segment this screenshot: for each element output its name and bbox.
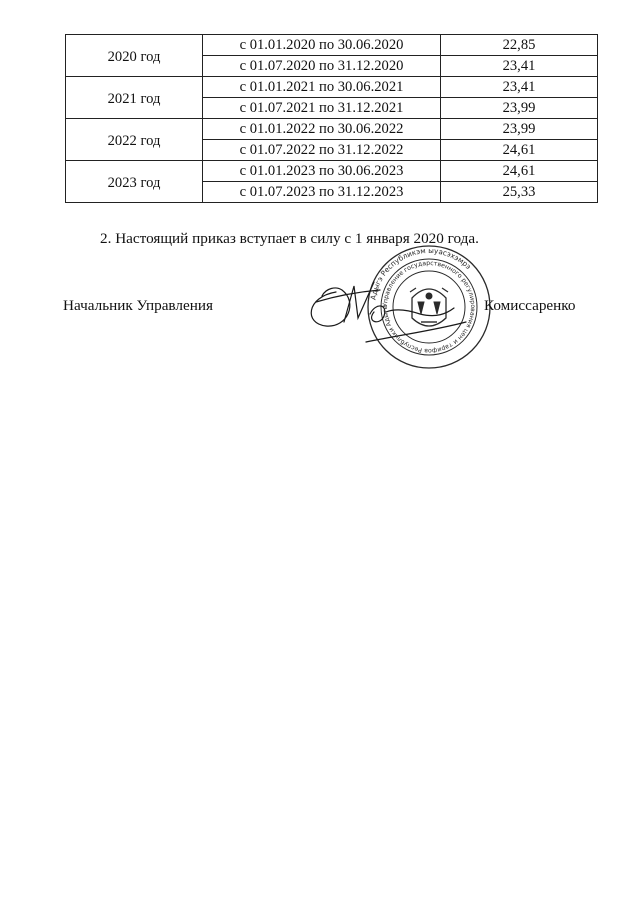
signer-name: Комиссаренко bbox=[484, 297, 576, 314]
table-row bbox=[66, 161, 598, 182]
value-cell: 25,33 bbox=[441, 182, 598, 203]
value-cell: 23,99 bbox=[441, 119, 598, 140]
period-cell: с 01.07.2021 по 31.12.2021 bbox=[203, 98, 441, 119]
period-cell: с 01.01.2023 по 30.06.2023 bbox=[203, 161, 441, 182]
table-row bbox=[66, 35, 598, 56]
table-row bbox=[66, 77, 598, 98]
period-cell: с 01.07.2020 по 31.12.2020 bbox=[203, 56, 441, 77]
year-cell: 2022 год bbox=[66, 119, 203, 161]
period-cell: с 01.01.2022 по 30.06.2022 bbox=[203, 119, 441, 140]
value-cell: 23,41 bbox=[441, 77, 598, 98]
value-cell: 23,99 bbox=[441, 98, 598, 119]
year-cell: 2020 год bbox=[66, 35, 203, 77]
value-cell: 24,61 bbox=[441, 140, 598, 161]
handwritten-signature bbox=[296, 262, 516, 372]
value-cell: 23,41 bbox=[441, 56, 598, 77]
signer-position: Начальник Управления bbox=[63, 297, 213, 314]
period-cell: с 01.07.2022 по 31.12.2022 bbox=[203, 140, 441, 161]
svg-text:Адыгэ Республикэм ыуасэхэмрэ: Адыгэ Республикэм ыуасэхэмрэ bbox=[368, 245, 473, 301]
year-cell: 2021 год bbox=[66, 77, 203, 119]
value-cell: 24,61 bbox=[441, 161, 598, 182]
period-cell: с 01.07.2023 по 31.12.2023 bbox=[203, 182, 441, 203]
period-cell: с 01.01.2021 по 30.06.2021 bbox=[203, 77, 441, 98]
period-cell: с 01.01.2020 по 30.06.2020 bbox=[203, 35, 441, 56]
tariff-table bbox=[65, 34, 598, 203]
value-cell: 22,85 bbox=[441, 35, 598, 56]
effective-date-clause: 2. Настоящий приказ вступает в силу с 1 января 2020 года. bbox=[100, 230, 479, 247]
svg-text:Управление государственного ре: Управление государственного регулирования цен и тарифов Республики Адыге bbox=[381, 259, 477, 355]
year-cell: 2023 год bbox=[66, 161, 203, 203]
table-row bbox=[66, 119, 598, 140]
